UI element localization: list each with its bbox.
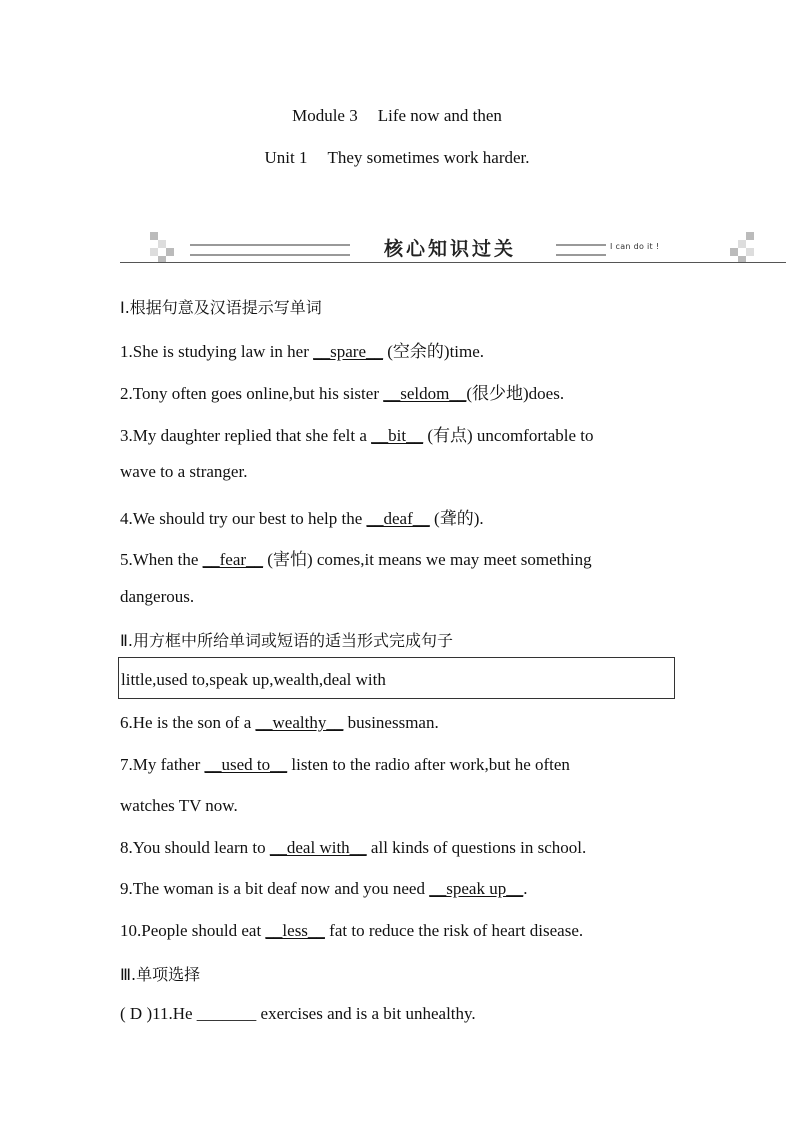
answer-blank: __speak up__ [429, 879, 524, 898]
section-banner [120, 228, 786, 268]
decor-square [158, 240, 166, 248]
question-8 [120, 838, 586, 858]
decor-square [738, 240, 746, 248]
question-text: 7.My father [120, 755, 205, 774]
banner-tagline: I can do it ! [610, 242, 660, 251]
question-text: 8.You should learn to [120, 838, 270, 857]
question-7-continuation: watches TV now. [120, 796, 238, 815]
decor-lines [556, 244, 606, 256]
question-text: 10.People should eat [120, 921, 266, 940]
section-heading-2: Ⅱ.用方框中所给单词或短语的适当形式完成句子 [120, 631, 453, 650]
decor-square [746, 232, 754, 240]
question-text: 9.The woman is a bit deaf now and you need [120, 879, 430, 898]
module-label: Module 3 [292, 106, 358, 125]
module-title [0, 106, 794, 126]
question-3-continuation: wave to a stranger. [120, 462, 248, 481]
decor-square [150, 232, 158, 240]
decor-lines [190, 244, 350, 256]
answer-blank: __fear__ [202, 550, 264, 569]
answer-blank: __bit__ [371, 426, 424, 445]
question-9 [120, 879, 527, 899]
question-6 [120, 713, 439, 733]
word-box [118, 657, 675, 699]
question-text: (有点) uncomfortable to [423, 426, 594, 445]
answer-blank: __deaf__ [366, 509, 430, 528]
answer-blank: __seldom__ [383, 384, 467, 403]
question-text: 11.He _______ exercises and is a bit unhealthy. [152, 1004, 476, 1023]
question-text: (害怕) comes,it means we may meet something [263, 550, 592, 569]
decor-square [166, 248, 174, 256]
unit-name: They sometimes work harder. [327, 148, 530, 167]
question-text: fat to reduce the risk of heart disease. [324, 921, 584, 940]
question-3 [120, 421, 594, 446]
question-text: 3.My daughter replied that she felt a [120, 426, 372, 445]
question-11 [120, 1004, 476, 1024]
question-text: . [523, 879, 528, 898]
section-heading-1: Ⅰ.根据句意及汉语提示写单词 [120, 298, 322, 317]
module-name: Life now and then [377, 106, 502, 125]
banner-rule [120, 262, 786, 263]
word-box-text: little,used to,speak up,wealth,deal with [121, 670, 386, 689]
question-text: listen to the radio after work,but he often [287, 755, 570, 774]
answer-blank: __wealthy__ [255, 713, 344, 732]
answer-choice: ( D ) [120, 1004, 153, 1023]
unit-label: Unit 1 [264, 148, 308, 167]
decor-square [150, 248, 158, 256]
question-5-continuation: dangerous. [120, 587, 195, 606]
unit-title [0, 148, 794, 168]
answer-blank: __less__ [265, 921, 325, 940]
question-4 [120, 504, 484, 529]
question-text: 6.He is the son of a [120, 713, 256, 732]
question-text: 2.Tony often goes online,but his sister [120, 384, 384, 403]
question-text: 5.When the [120, 550, 203, 569]
answer-blank: __deal with__ [269, 838, 367, 857]
answer-blank: __used to__ [204, 755, 288, 774]
question-5 [120, 545, 592, 570]
question-text: (聋的). [429, 509, 484, 528]
decor-square [746, 248, 754, 256]
question-10 [120, 921, 583, 941]
question-text: 1.She is studying law in her [120, 342, 314, 361]
question-text: all kinds of questions in school. [366, 838, 587, 857]
section-heading-3: Ⅲ.单项选择 [120, 965, 201, 984]
question-7 [120, 755, 570, 775]
question-text: businessman. [343, 713, 439, 732]
question-text: (很少地)does. [466, 384, 565, 403]
banner-title: 核心知识过关 [383, 238, 516, 260]
answer-blank: __spare__ [313, 342, 384, 361]
question-1 [120, 337, 484, 362]
decor-square [730, 248, 738, 256]
question-2 [120, 379, 564, 404]
question-text: (空余的)time. [383, 342, 485, 361]
question-text: 4.We should try our best to help the [120, 509, 367, 528]
